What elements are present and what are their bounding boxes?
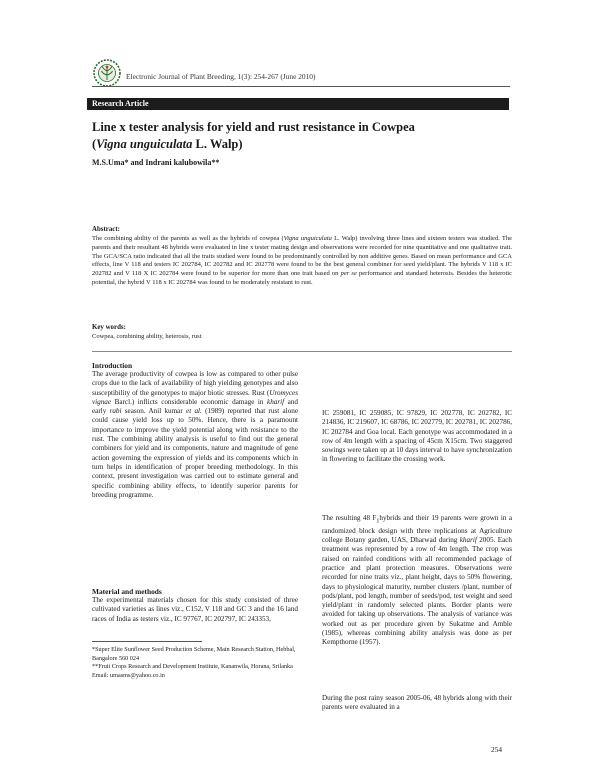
methods-text-col2-a: IC 259081, IC 259085, IC 97829, IC 202778, IC 202782, IC 214836, IC 219607, IC 68786, IC 202779, IC 202781, IC 202786, IC 202784 and Goa local. Each genotype was accommodated in a row of 4m length with a spacing of 45cm X15cm. Two staggered sowings were taken up at 10 days interval to have synchronization in flowering to facilitate the crossing work. bbox=[322, 409, 512, 464]
title-line1: Line x tester analysis for yield and rust resistance in Cowpea bbox=[92, 120, 415, 134]
article-type-band bbox=[87, 98, 509, 110]
methods-text-col2-b: The resulting 48 $F_1hybrids$ and their 19 parents were grown in a randomized block design with three replications at Agriculture college Botany garden, UAS, Dharwad during kharif 2005. Each treatment was represented by a row of 4m length. The crop was raised on rainfed conditions with all recommended package of practice and plant protection measures. Observations were recorded for nine traits viz., plant height, days to 50% flowering, days to physiological maturity, number clusters /plant, number of pods/plant, pod length, number of seeds/pod, test weight and seed yield/plant in randomly selected plants. Border plants were avoided for taking up observations. The analysis of variance was worked out as per procedure given by Sukatme and Amble (1985), whereas combining ability analysis was done as per Kempthorne (1957). bbox=[322, 514, 512, 647]
page-number: 254 bbox=[491, 745, 503, 754]
keywords-text: Cowpea, combining ability, heterosis, rust bbox=[92, 333, 202, 340]
authors: M.S.Uma* and Indrani kalubowila** bbox=[92, 158, 220, 167]
title-species: Vigna unguiculata bbox=[96, 137, 193, 151]
keywords-heading: Key words: bbox=[92, 324, 126, 331]
methods-text-col2-c: During the post rainy season 2005-06, 48 hybrids along with their parents were evaluated in a bbox=[322, 694, 512, 712]
methods-heading: Material and methods bbox=[92, 587, 162, 596]
abstract-text: The combining ability of the parents as well as the hybrids of cowpea (Vigna unguiculata L. Walp) involving three lines and sixteen testers was studied. The parents and their resultant 48 hybrids were evaluated in line x tester mating design and observations were recorded for nine quantitative and one qualitative trait. The GCA/SCA ratio indicated that all the traits studied were found to be predominantly controlled by non additive genes. Based on mean performance and GCA effects, line V 118 and testers IC 202784, IC 202782 and IC 202778 were found to be the best general combiner for seed yield/plant. The hybrids V 118 x IC 202782 and V 118 X IC 202784 were found to be superior for more than one trait based on per se performance and standard heterosis. Besides the heterotic potential, the hybrid V 118 x IC 202784 was found to be moderately resistant to rust. bbox=[92, 235, 512, 286]
footnotes bbox=[92, 646, 302, 680]
introduction-heading: Introduction bbox=[92, 361, 133, 370]
article-title: Line x tester analysis for yield and rust resistance in Cowpea (Vigna unguiculata L. Walp) bbox=[92, 120, 415, 151]
footnote-email: Email: umasms@yahoo.co.in bbox=[92, 671, 165, 679]
journal-citation: Electronic Journal of Plant Breeding, 1(3): 254-267 (June 2010) bbox=[126, 72, 316, 81]
header-rule bbox=[92, 86, 510, 87]
article-type: Research Article bbox=[92, 99, 149, 108]
journal-logo-icon bbox=[92, 58, 122, 88]
footnote-2: **Fruit Crops Research and Development Institute, Kananwila, Horana, Srilanka bbox=[92, 663, 293, 670]
footnote-1: *Super Elite Sunflower Seed Production Scheme, Main Research Station, Hebbal, Bangalore 560 024 bbox=[92, 646, 296, 662]
introduction-text: The average productivity of cowpea is low as compared to other pulse crops due to the lack of availability of high yielding genotypes and also susceptibility of the genotypes to major biotic stresses. Rust (Uromyces vignae Barcl.) inflicts considerable economic damage in kharif and early rabi season. Anil kumar et al. (1989) reported that rust alone could cause yield loss up to 50%. Hence, there is a paramount importance to improve the yield potential along with resistance to the rust. The combining ability analysis is useful to find out the general combiners for yield and its components, nature and magnitude of gene action governing the expression of yields and its components which in turn helps in identification of proper breeding methodology. In this context, present investigation was carried out to estimate general and specific combining ability effects, to identify superior parents for breeding programme. bbox=[92, 370, 299, 499]
footnote-rule bbox=[92, 641, 202, 642]
section-rule bbox=[92, 351, 512, 352]
abstract-heading: Abstract: bbox=[92, 226, 120, 233]
methods-text-col1: The experimental materials chosen for this study consisted of three cultivated varieties as lines viz., C152, V 118 and GC 3 and the 16 land races of India as testers viz., IC 97767, IC 202797, IC 243353, bbox=[92, 596, 298, 623]
